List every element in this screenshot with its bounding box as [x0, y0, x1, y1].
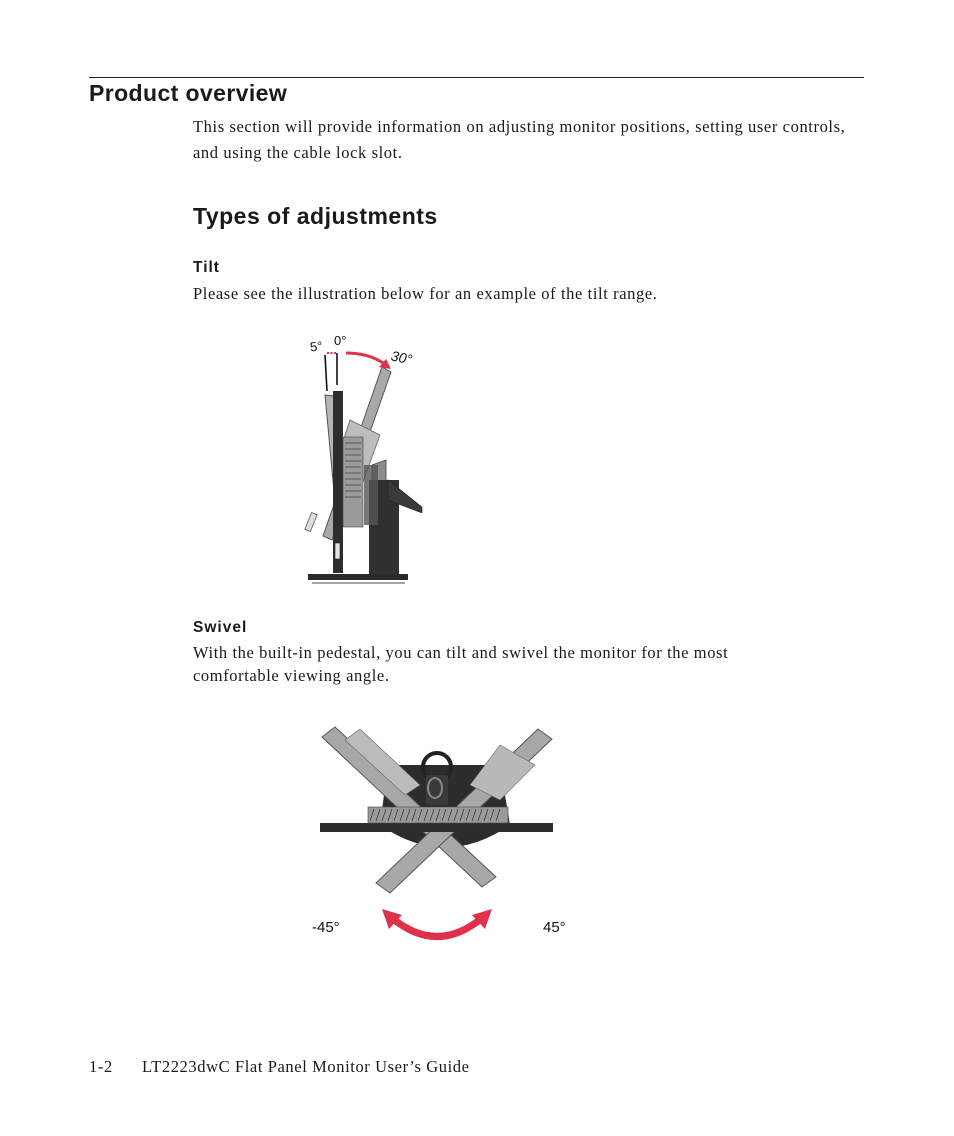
guide-title: LT2223dwC Flat Panel Monitor User’s Guide: [142, 1057, 470, 1076]
section-title: Product overview: [89, 80, 288, 106]
swivel-label-right: 45°: [543, 919, 566, 936]
page-number: 1-2: [89, 1057, 113, 1076]
tilt-heading: Tilt: [193, 259, 220, 276]
adjustments-title: Types of adjustments: [193, 203, 438, 229]
swivel-front-monitor: [320, 807, 553, 832]
swivel-arrow: [392, 918, 482, 937]
tilt-illustration: [290, 325, 440, 590]
section-intro: This section will provide information on adjusting monitor positions, setting user controls, and using the cable lock slot.: [193, 117, 846, 162]
tilt-upright-monitor: [333, 391, 363, 573]
swivel-illustration: [300, 715, 575, 950]
tilt-label-30: 30°: [389, 347, 414, 368]
page-footer: [89, 1057, 470, 1077]
tilt-5-line: [325, 355, 327, 391]
swivel-text: With the built-in pedestal, you can tilt and swivel the monitor for the most comfortable viewing angle.: [193, 643, 729, 685]
tilt-text: Please see the illustration below for an example of the tilt range.: [193, 284, 658, 303]
tilt-stand: [364, 460, 422, 576]
swivel-label-left: -45°: [312, 919, 340, 936]
header-rule: [89, 77, 864, 78]
tilt-label-0: 0°: [334, 333, 347, 348]
tilt-arrow: [346, 353, 386, 365]
tilt-label-5: 5°: [309, 338, 324, 355]
swivel-heading: Swivel: [193, 619, 248, 636]
tilt-base: [308, 574, 408, 583]
